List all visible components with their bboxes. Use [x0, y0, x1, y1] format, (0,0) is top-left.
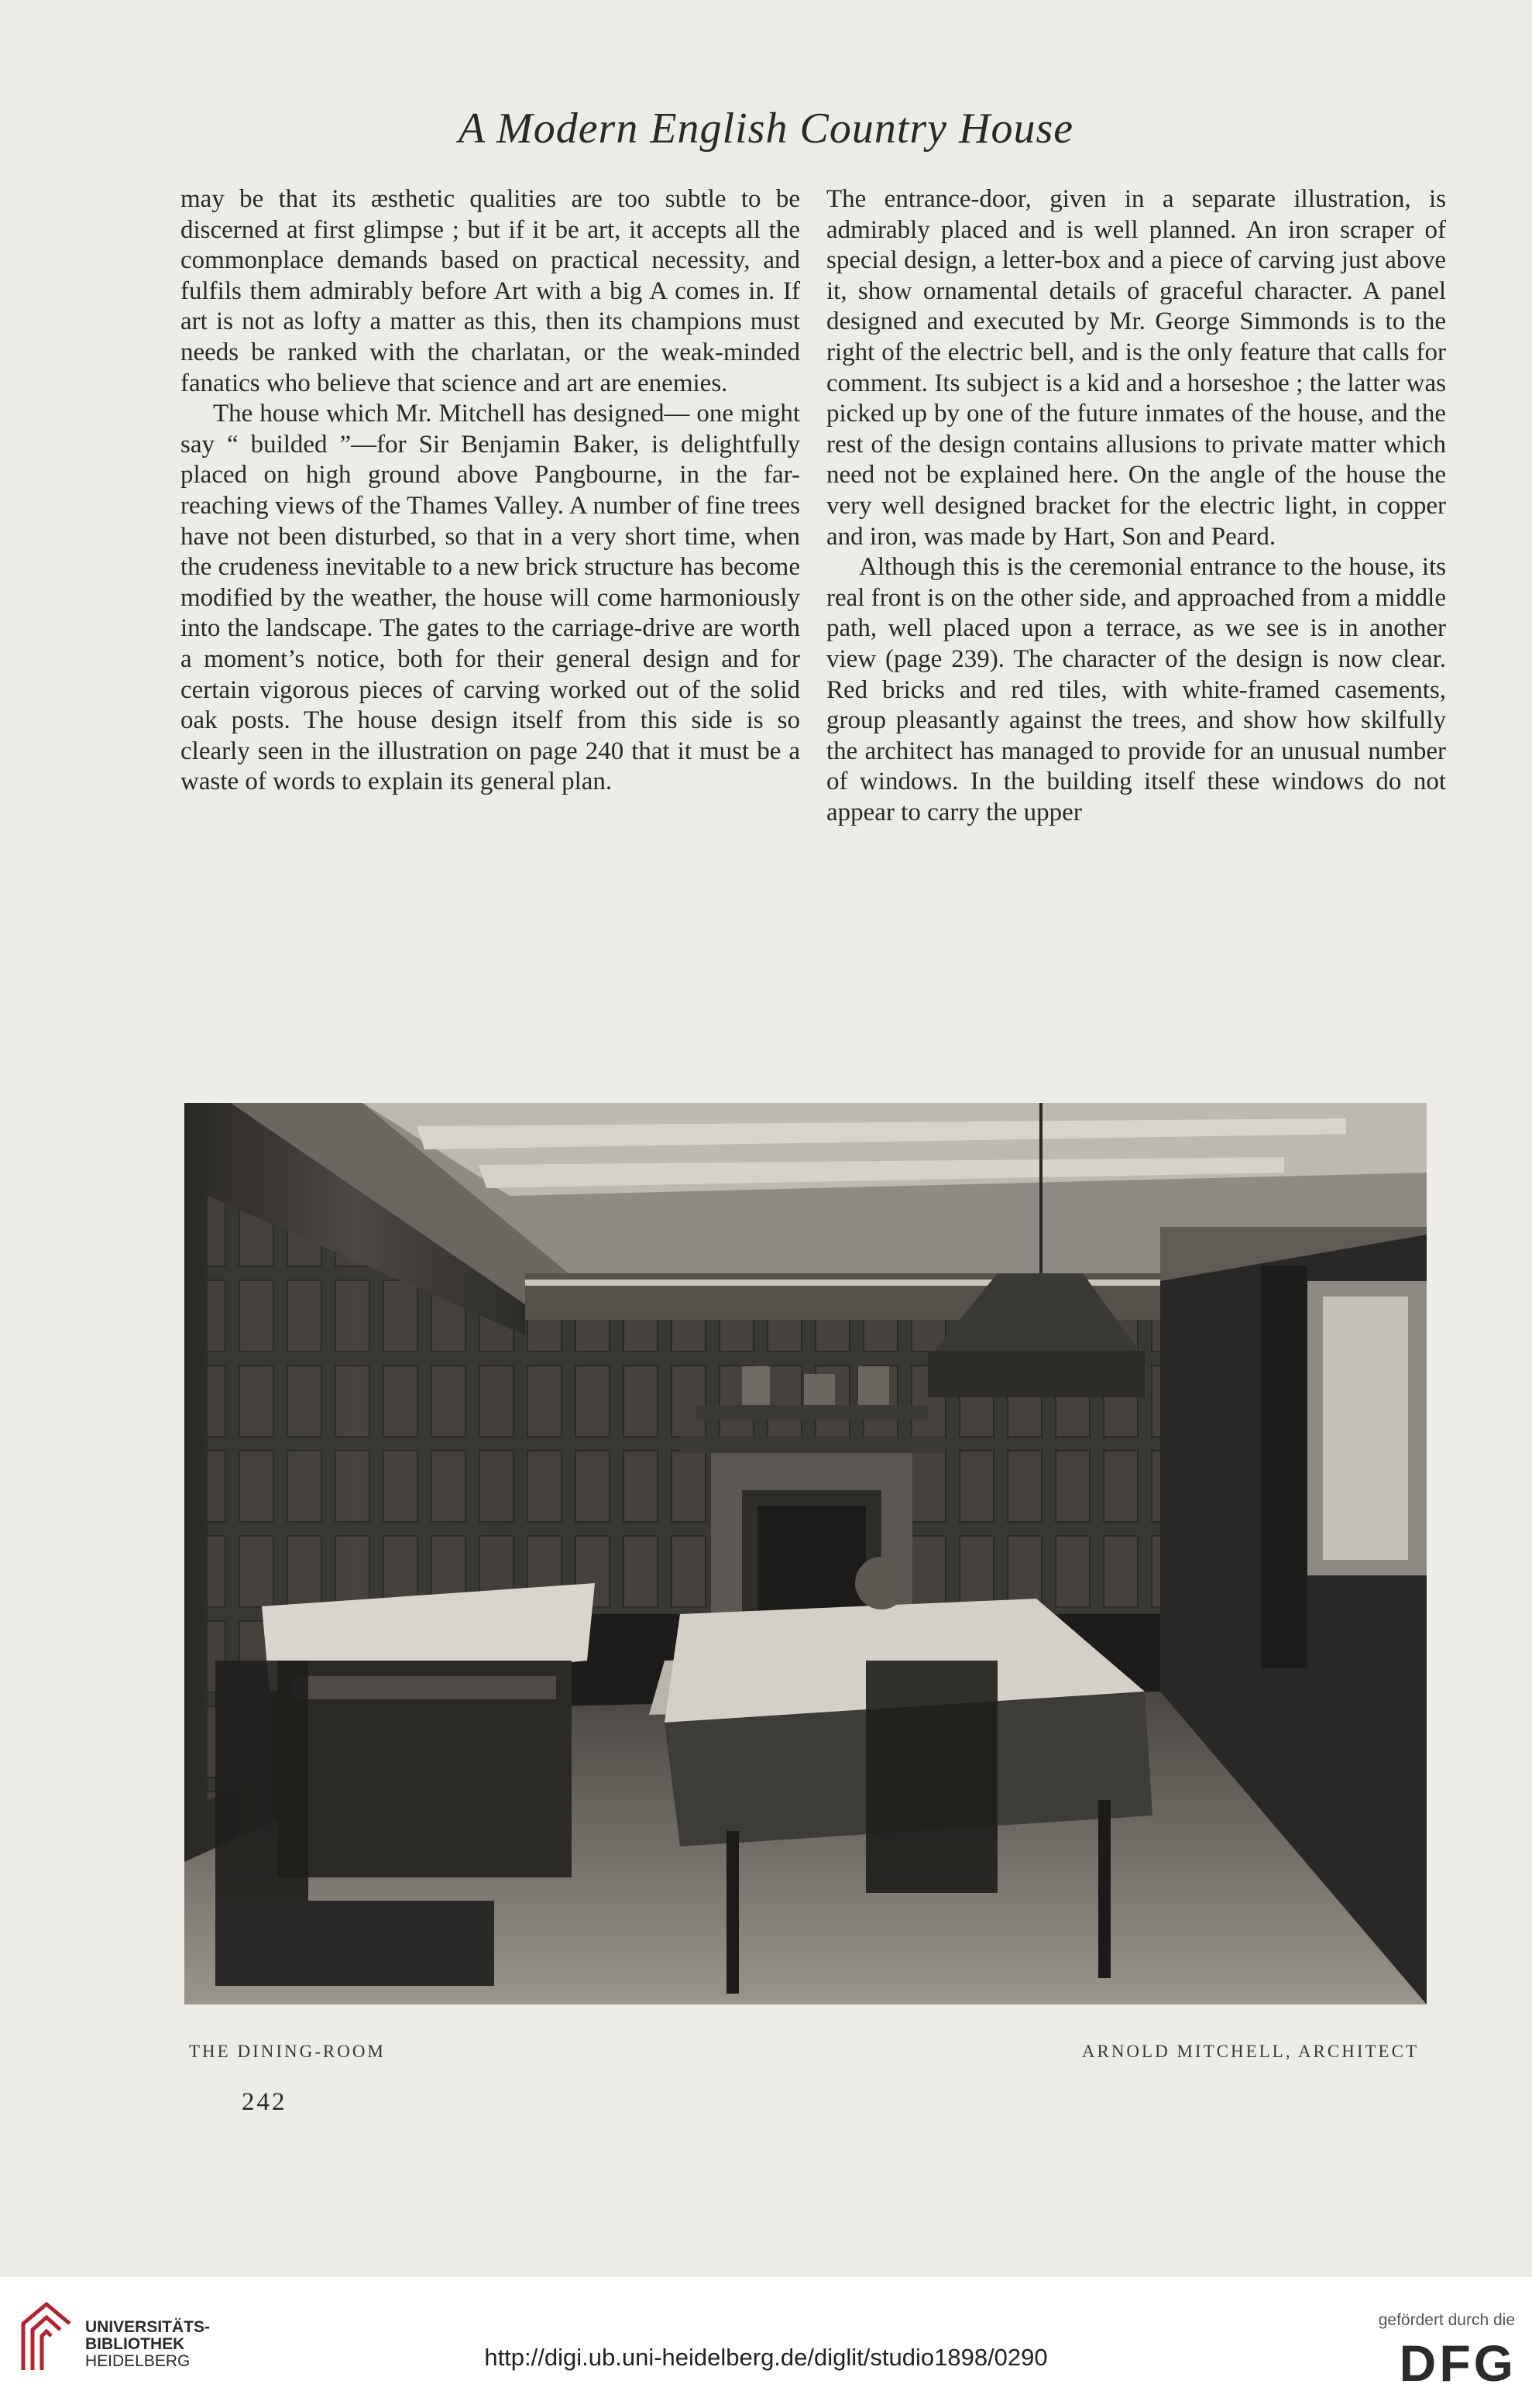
source-url-link[interactable]: http://digi.ub.uni-heidelberg.de/diglit/studio1898/0290: [484, 2344, 1048, 2371]
dining-room-photograph: [184, 1103, 1427, 2004]
dfg-logo: DFG: [1399, 2334, 1517, 2392]
page-number: 242: [242, 2088, 287, 2116]
page-title: A Modern English Country House: [458, 105, 1074, 153]
library-name-line: BIBLIOTHEK: [85, 2335, 185, 2353]
funded-by-text: gefördert durch die: [1378, 2311, 1515, 2329]
library-name-line: HEIDELBERG: [85, 2352, 191, 2370]
paragraph: The house which Mr. Mitchell has designed— one might say “ builded ”—for Sir Benjamin Baker, is delightfully placed on high ground above Pangbourne, in the far-reaching views of the Thames Valley. A number of fine trees have not been disturbed, so that in a very short time, when the crudeness inevitable to a new brick structure has become modified by the weather, the house will come harmoniously into the landscape. The gates to the carriage-drive are worth a moment’s notice, both for their general design and for certain vigorous pieces of carving worked out of the solid oak posts. The house design itself from this side is so clearly seen in the illustration on page 240 that it must be a waste of words to explain its general plan.: [180, 400, 800, 796]
text-column-left: [180, 184, 800, 798]
figure-caption: THE DINING-ROOM: [189, 2042, 386, 2061]
text-column-right: [826, 184, 1446, 828]
paragraph: The entrance-door, given in a separate illustration, is admirably placed and is well planned. An iron scraper of special design, a letter-box and a piece of carving just above it, show ornamental details of graceful character. A panel designed and executed by Mr. George Simmonds is to the right of the electric bell, and is the only feature that calls for comment. Its subject is a kid and a horseshoe ; the latter was picked up by one of the future inmates of the house, and the rest of the design contains allusions to private matter which need not be explained here. On the angle of the house the very well designed bracket for the electric light, in copper and iron, was made by Hart, Son and Peard.: [826, 185, 1446, 551]
digitization-footer: [0, 2277, 1532, 2408]
figure-credit: ARNOLD MITCHELL, ARCHITECT: [1081, 2042, 1419, 2061]
paragraph: may be that its æsthetic qualities are too subtle to be discerned at first glimpse ; but if it be art, it accepts all the commonplace demands based on practical necessity, and fulfils them admirably before Art with a big A comes in. If art is not as lofty a matter as this, then its champions must needs be ranked with the charlatan, or the weak-minded fanatics who believe that science and art are enemies.: [180, 185, 800, 397]
paragraph: Although this is the ceremonial entrance to the house, its real front is on the other side, and approached from a middle path, well placed upon a terrace, as we see is in another view (page 239). The character of the design is now clear. Red bricks and red tiles, with white-framed casements, group pleasantly against the trees, and show how skilfully the architect has managed to provide for an unusual number of windows. In the building itself these windows do not appear to carry the upper: [826, 553, 1446, 826]
library-name-line: UNIVERSITÄTS-: [85, 2318, 211, 2336]
